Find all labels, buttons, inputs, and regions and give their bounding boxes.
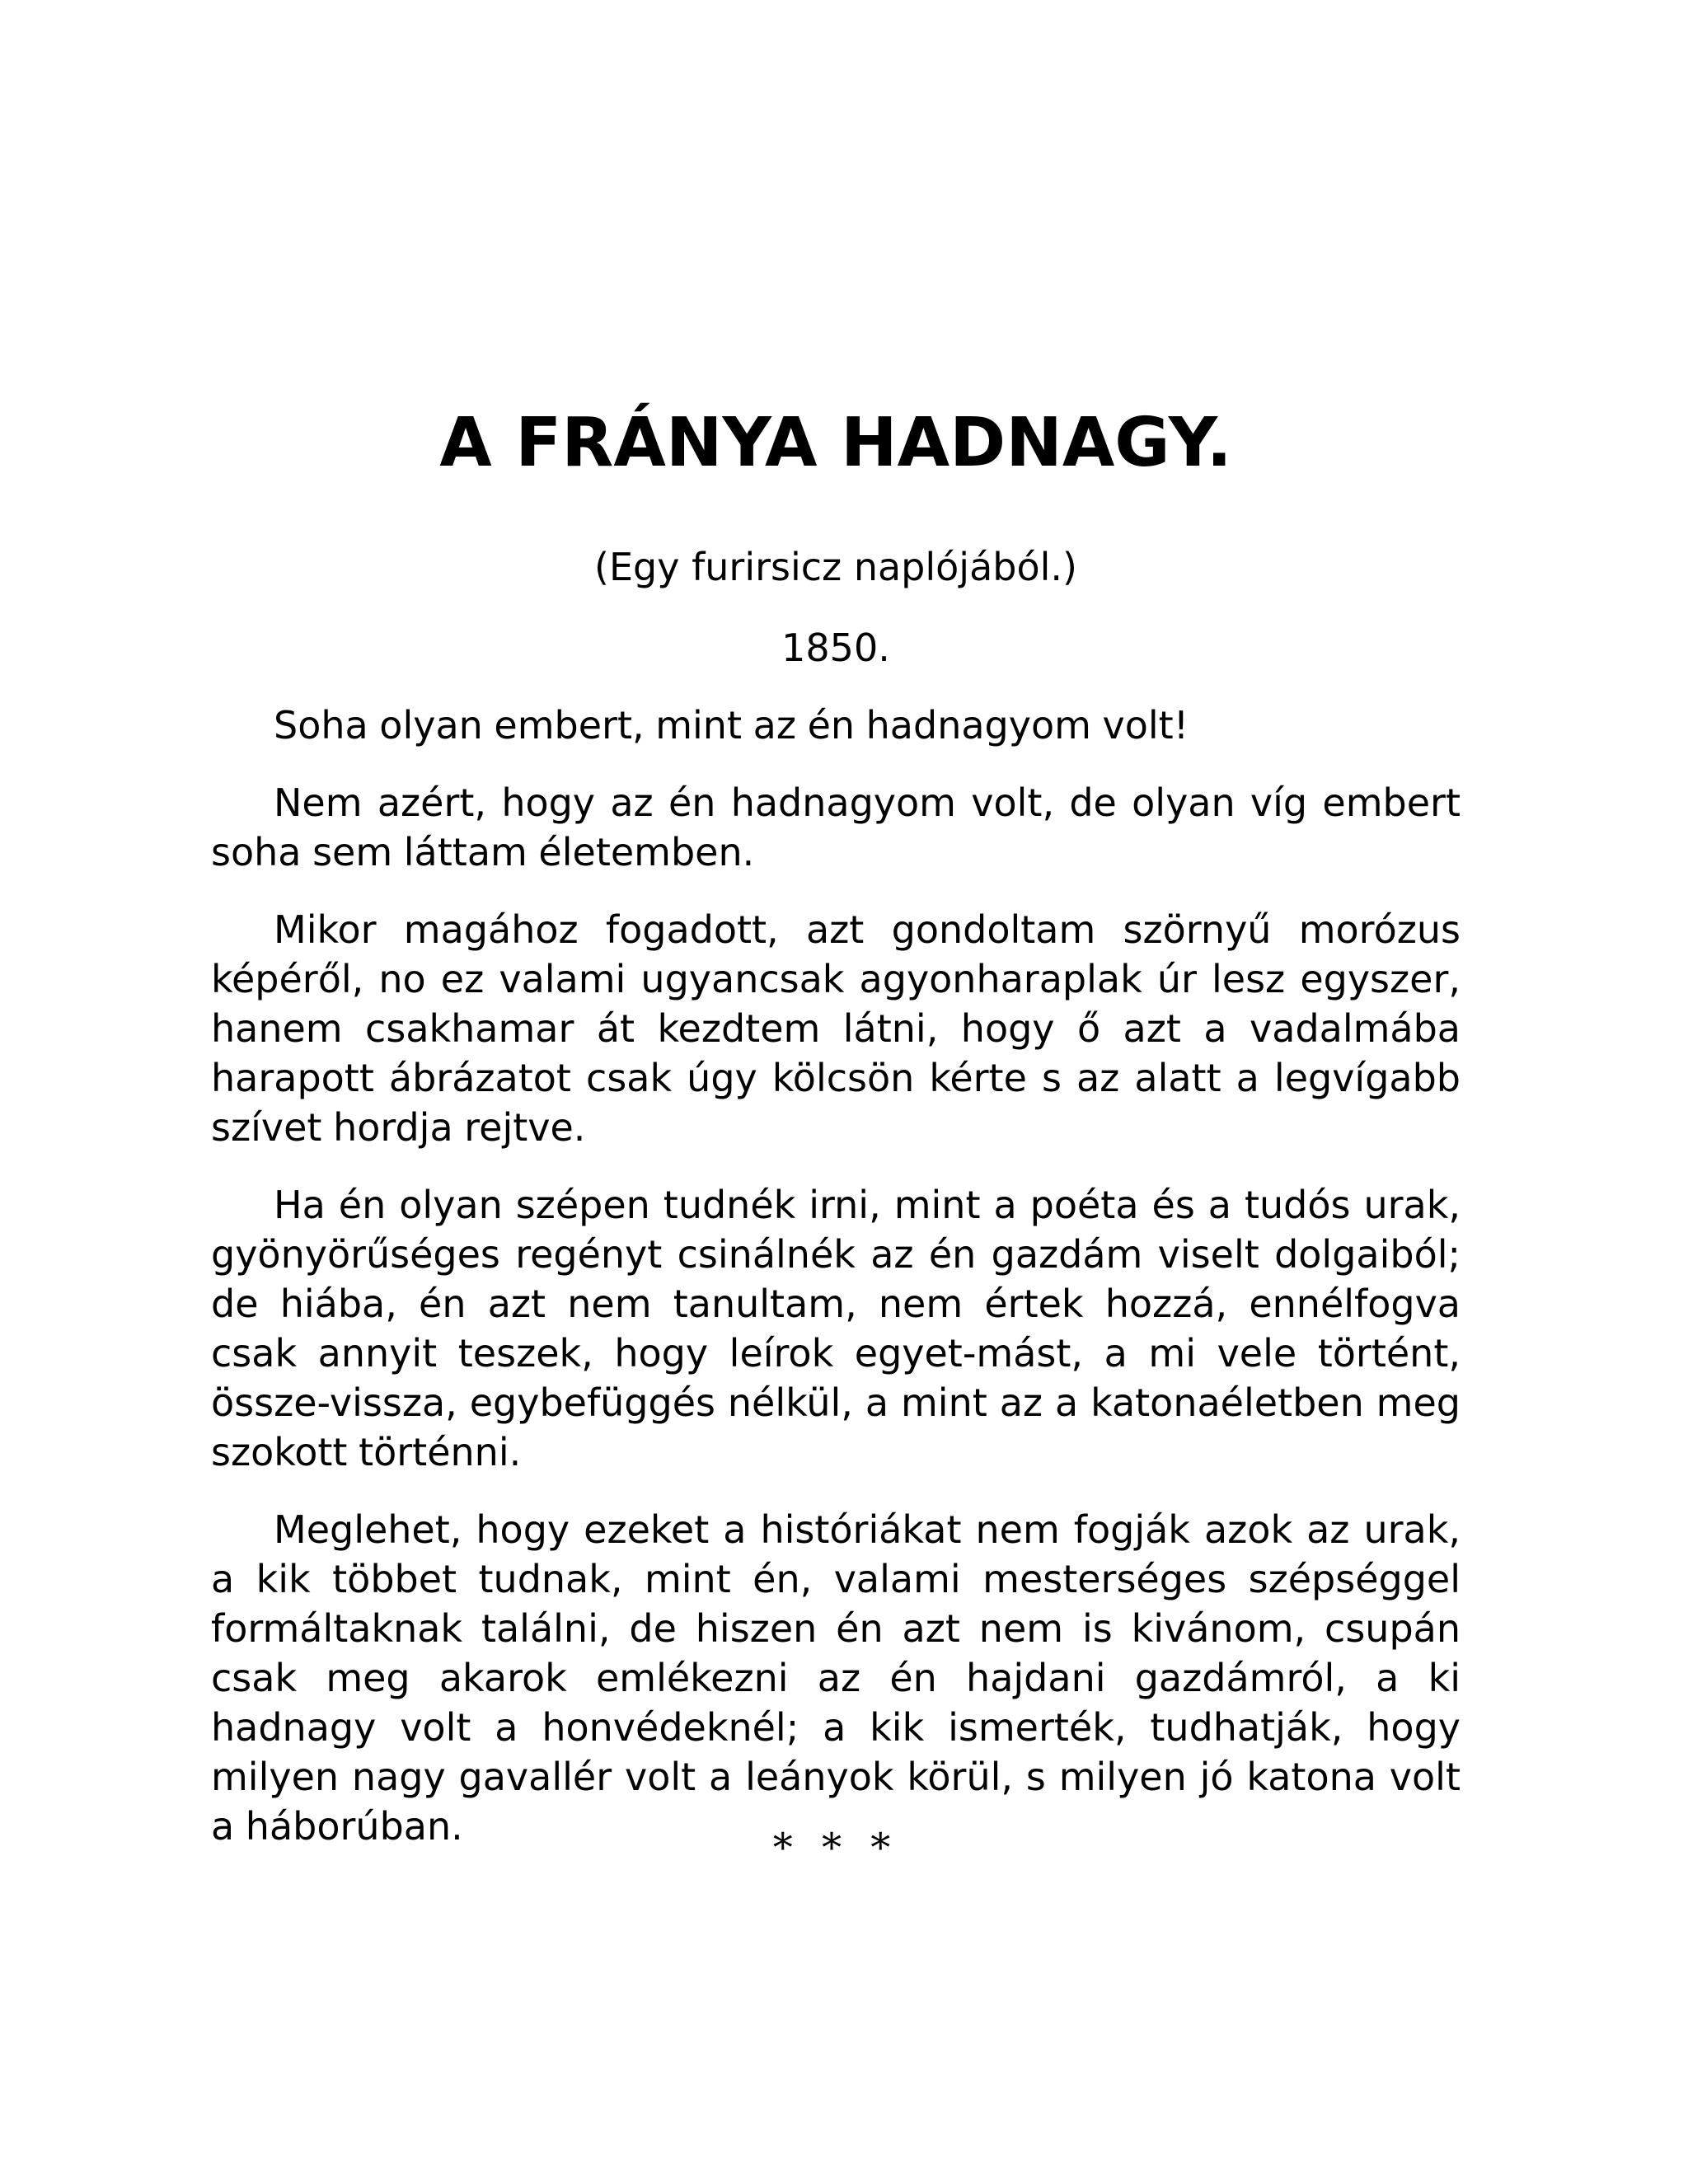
section-separator: * * *	[772, 1825, 899, 1871]
chapter-year: 1850.	[781, 626, 890, 670]
paragraph: Meglehet, hogy ezeket a históriákat nem fogják azok az urak, a kik többet tudnak, mint én, valami mesterséges szépséggel formáltaknak találni, de hiszen én azt nem is kivánom, csupán csak meg akarok emlékezni az én hajdani gazdámról, a ki hadnagy volt a honvédeknél; a kik ismerték, tudhatják, hogy milyen nagy gavallér volt a leányok körül, s milyen jó katona volt a háborúban.	[211, 1507, 1461, 1849]
chapter-title: A FRÁNYA HADNAGY.	[439, 404, 1232, 482]
chapter-subtitle: (Egy furirsicz naplójából.)	[594, 545, 1077, 589]
paragraph: Mikor magához fogadott, azt gondoltam szörnyű morózus képéről, no ez valami ugyancsak agyonharaplak úr lesz egyszer, hanem csakhamar át kezdtem látni, hogy ő azt a vadalmába harapott ábrázatot csak úgy kölcsön kérte s az alatt a legvígabb szívet hordja rejtve.	[211, 907, 1461, 1150]
paragraph: Ha én olyan szépen tudnék irni, mint a poéta és a tudós urak, gyönyörűséges regényt csinálnék az én gazdám viselt dolgaiból; de hiába, én azt nem tanultam, nem értek hozzá, ennélfogva csak annyit teszek, hogy leírok egyet-mást, a mi vele történt, össze-vissza, egybefüggés nélkül, a mint az a katonaéletben meg szokott történni.	[211, 1183, 1461, 1474]
body-text	[211, 701, 1461, 1879]
paragraph: Nem azért, hogy az én hadnagyom volt, de olyan víg embert soha sem láttam életemben.	[211, 780, 1461, 874]
document-page	[211, 0, 1461, 2184]
paragraph: Soha olyan embert, mint az én hadnagyom volt!	[274, 703, 1189, 748]
